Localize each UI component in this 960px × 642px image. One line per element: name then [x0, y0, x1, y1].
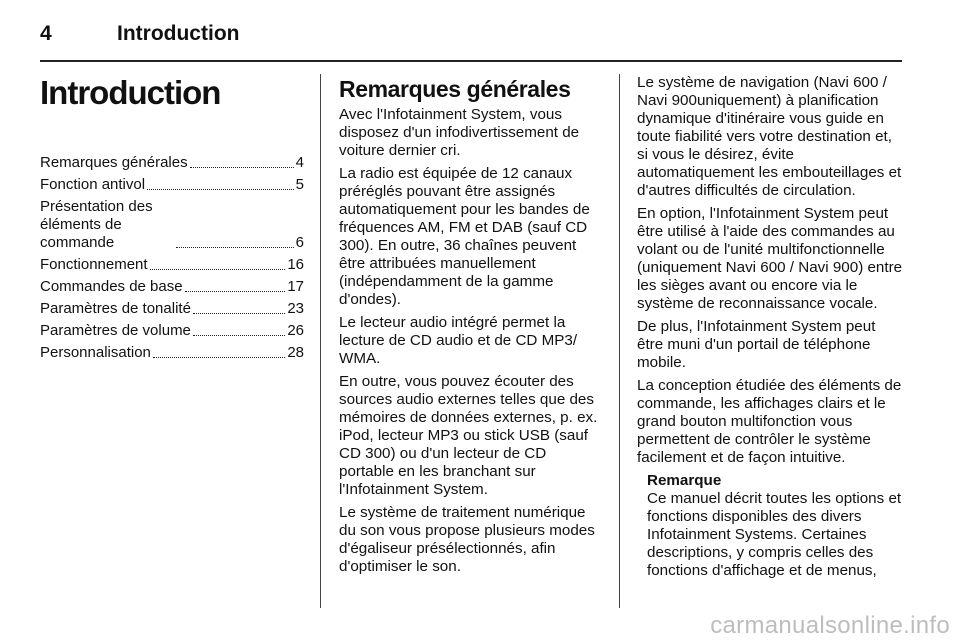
toc-entry-title: Paramètres de volume [40, 322, 191, 339]
body-paragraph: Le système de navigation (Navi 600 / Navi 900uniquement) à planification dynamique d'itinéraire vous guide en toute fiabilité vers votre destination et, si vous le désirez, évite automatiquement les embouteillages et d'autres difficultés de circulation. [637, 74, 902, 199]
toc-entry[interactable] [40, 300, 304, 318]
toc-entry-title: Personnalisation [40, 344, 151, 361]
toc-entry[interactable] [40, 344, 304, 362]
toc-entry[interactable] [40, 154, 304, 172]
table-of-contents [40, 154, 304, 362]
toc-leader-dots [193, 313, 285, 314]
section-title: Remarques générales [339, 76, 571, 102]
page-number: 4 [40, 22, 52, 45]
body-paragraph: La radio est équipée de 12 canaux préréglés pouvant être assignés automatiquement pour les bandes de fréquences AM, FM et DAB (sauf CD 300). En outre, 36 chaînes peuvent être attribuées manuellement (indépendamment de la gamme d'ondes). [339, 165, 590, 308]
body-paragraph: De plus, l'Infotainment System peut être muni d'un portail de téléphone mobile. [637, 318, 876, 371]
toc-entry-page: 4 [295, 154, 304, 171]
toc-leader-dots [176, 247, 294, 248]
toc-entry[interactable] [40, 322, 304, 340]
body-paragraph: Le lecteur audio intégré permet la lecture de CD audio et de CD MP3/ WMA. [339, 314, 578, 367]
toc-leader-dots [147, 189, 294, 190]
continuation-column [637, 62, 903, 580]
toc-entry-page: 17 [287, 278, 304, 295]
body-paragraph: Avec l'Infotainment System, vous disposez d'un infodivertissement de voiture dernier cri. [339, 106, 580, 159]
column-divider [619, 74, 620, 608]
chapter-title: Introduction [40, 74, 221, 111]
toc-entry-page: 26 [287, 322, 304, 339]
toc-entry[interactable] [40, 278, 304, 296]
body-paragraph: En outre, vous pouvez écouter des sources audio externes telles que des mémoires de données externes, p. ex. iPod, lecteur MP3 ou stick USB (sauf CD 300) ou d'un lecteur de CD portable en les branchant sur l'Infotainment System. [339, 373, 598, 498]
toc-leader-dots [190, 167, 294, 168]
toc-entry-page: 6 [295, 234, 304, 251]
toc-entry-page: 16 [287, 256, 304, 273]
toc-entry-title: Remarques générales [40, 154, 188, 171]
body-paragraph: Le système de traitement numérique du son vous propose plusieurs modes d'égaliseur présélectionnés, afin d'optimiser le son. [339, 504, 595, 575]
body-paragraph: En option, l'Infotainment System peut être utilisé à l'aide des commandes au volant ou de l'unité multifonctionnelle (uniquement Navi 600 / Navi 900) entre les sièges avant ou encore via le système de reconnaissance vocale. [637, 205, 903, 312]
watermark: carmanualsonline.info [710, 612, 950, 639]
note-title: Remarque [647, 472, 722, 489]
toc-entry-title: Commandes de base [40, 278, 183, 295]
toc-entry[interactable] [40, 176, 304, 194]
toc-leader-dots [185, 291, 286, 292]
toc-entry[interactable] [40, 256, 304, 274]
running-header-title: Introduction [117, 22, 240, 45]
toc-leader-dots [150, 269, 286, 270]
note-text: Ce manuel décrit toutes les options et fonctions disponibles des divers Infotainment Systems. Certaines descriptions, y compris celles des fonctions d'affichage et de menus, [647, 490, 902, 579]
toc-entry-page: 28 [287, 344, 304, 361]
toc-entry-page: 5 [295, 176, 304, 193]
toc-entry-title: Fonctionnement [40, 256, 148, 273]
toc-entry[interactable] [40, 198, 304, 252]
body-paragraph: La conception étudiée des éléments de commande, les affichages clairs et le grand bouton multifonction vous permettent de contrôler le système facilement et de façon intuitive. [637, 377, 902, 466]
toc-entry-page: 23 [287, 300, 304, 317]
toc-entry-title: Présentation des éléments de commande [40, 198, 153, 251]
section-column [339, 62, 603, 581]
toc-entry-title: Fonction antivol [40, 176, 146, 193]
column-divider [320, 74, 321, 608]
toc-entry-title: Paramètres de tonalité [40, 300, 191, 317]
toc-leader-dots [153, 357, 285, 358]
note-box [647, 472, 903, 580]
toc-leader-dots [193, 335, 285, 336]
toc-column [40, 62, 304, 366]
